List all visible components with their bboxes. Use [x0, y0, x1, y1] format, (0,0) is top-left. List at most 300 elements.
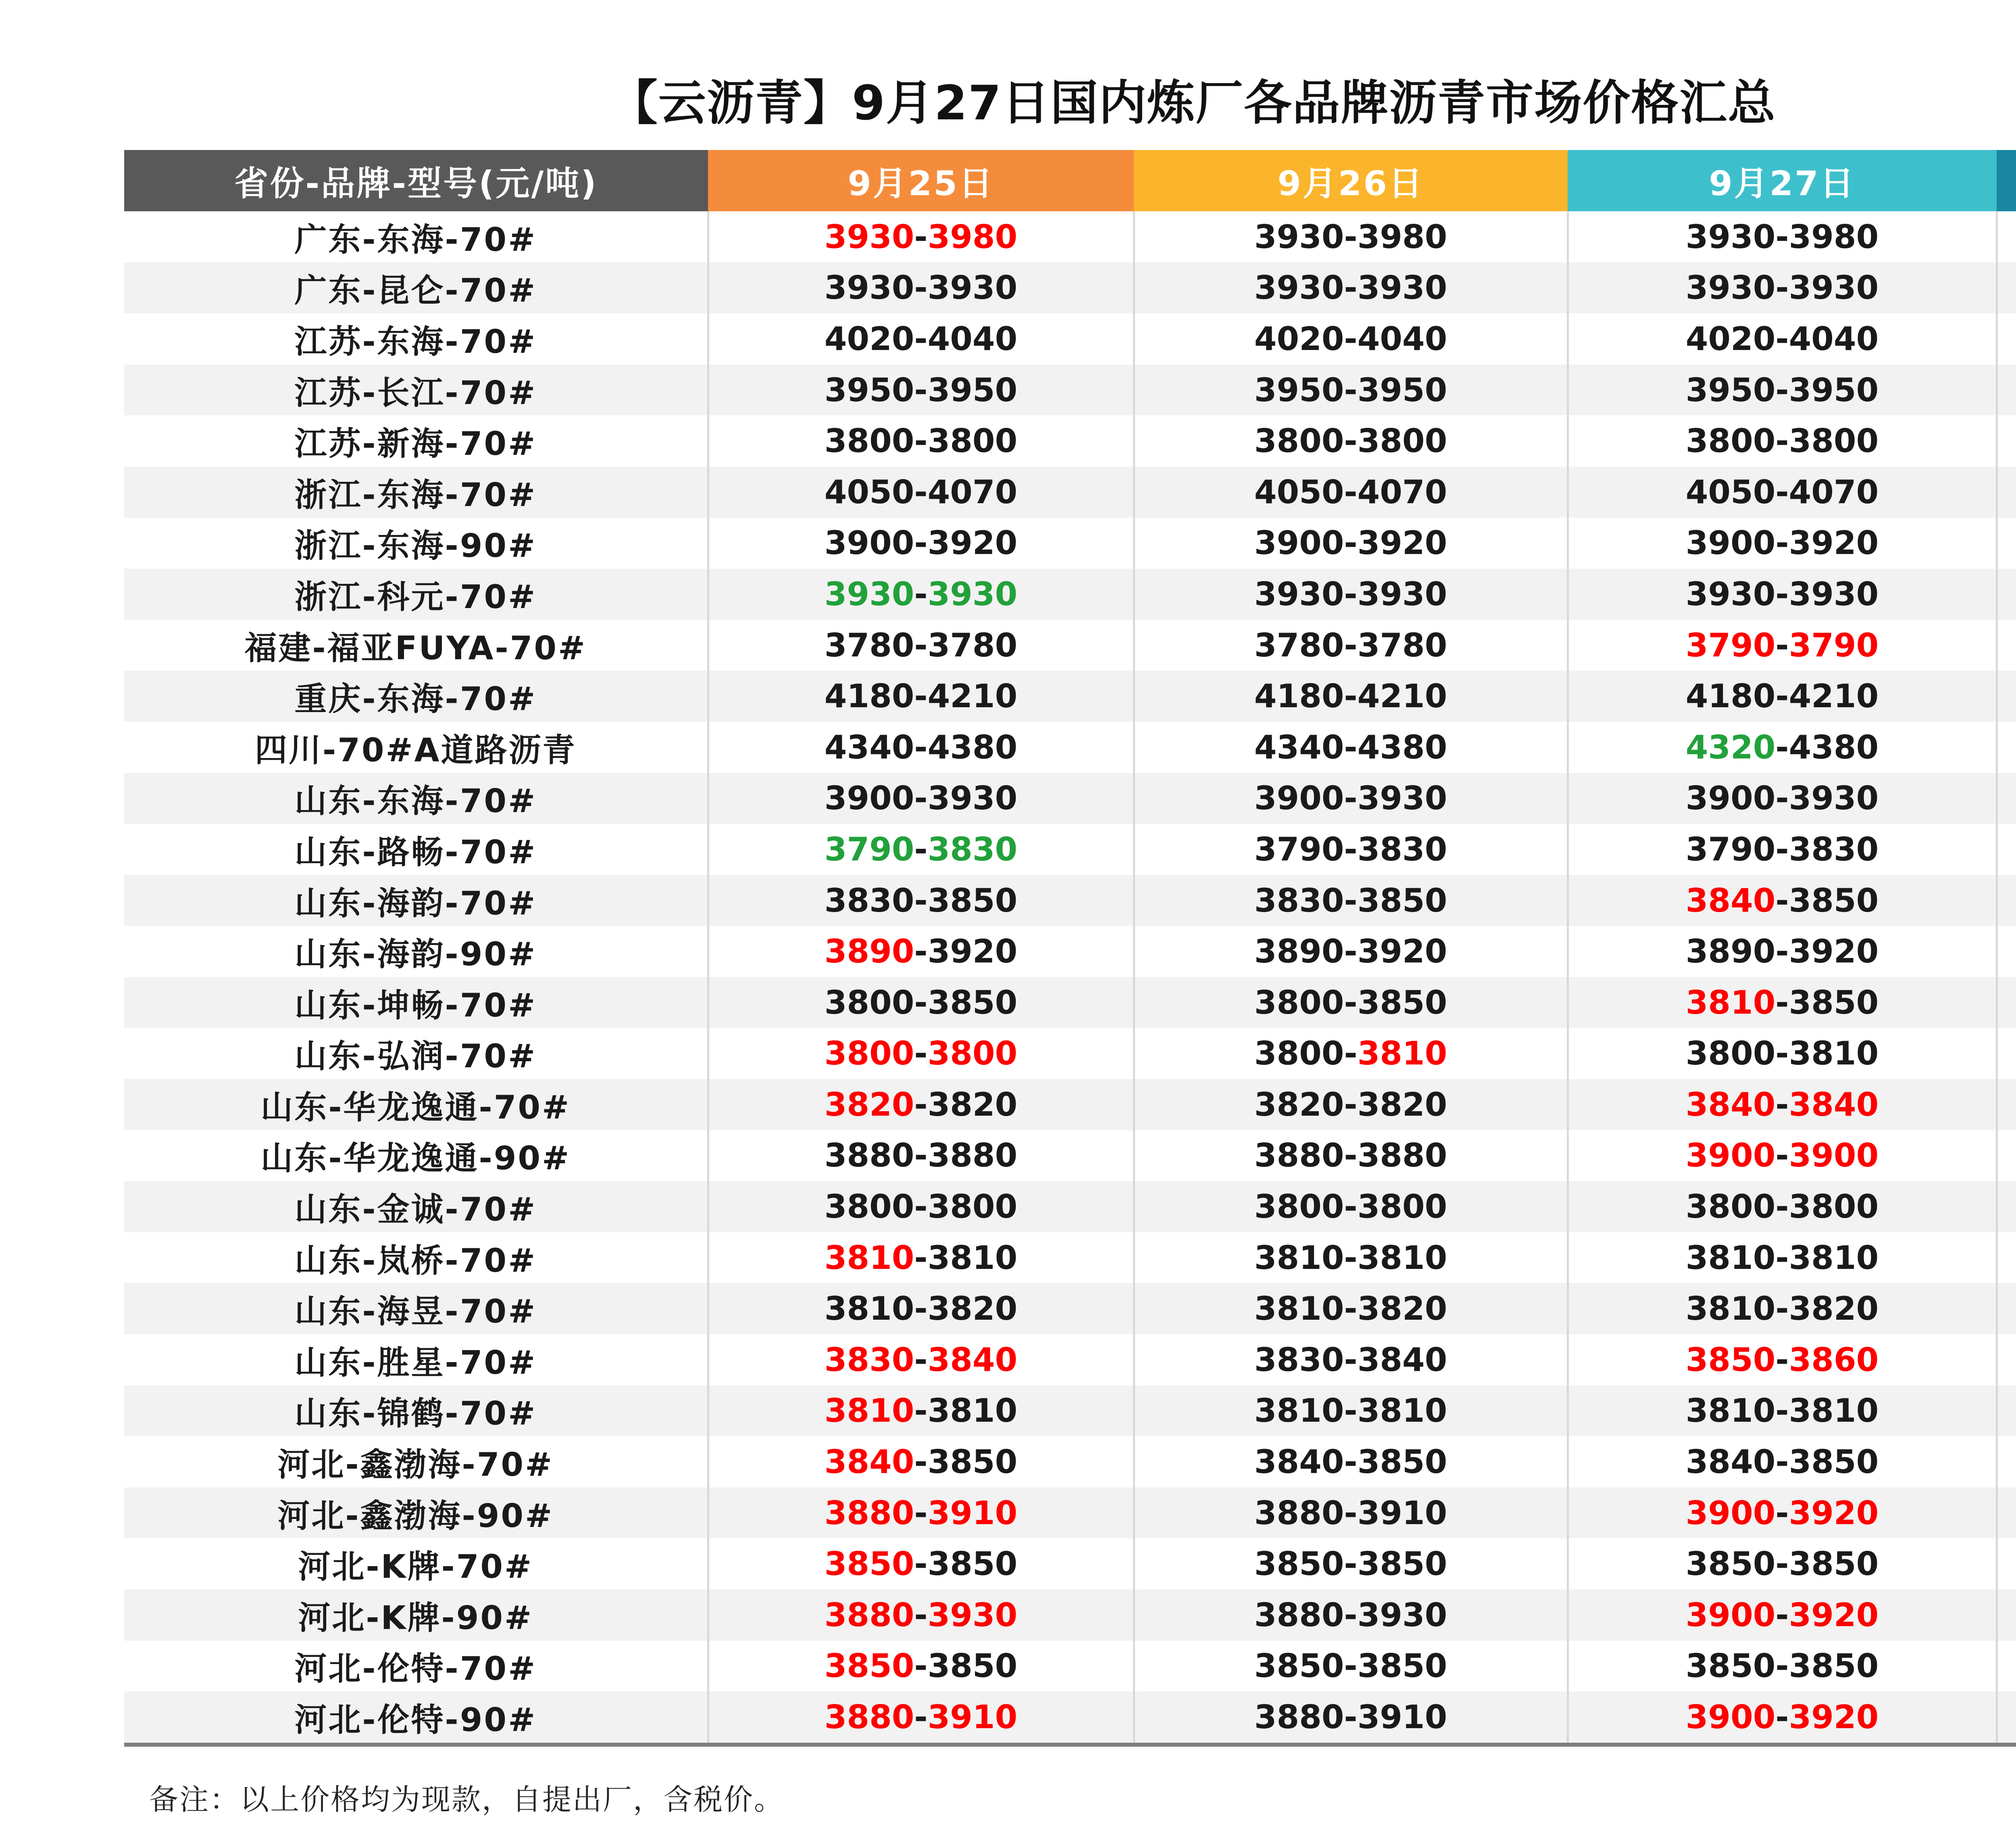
value-start: 4020: [824, 320, 914, 358]
cell-change: [1997, 1641, 2016, 1692]
value-end: 3930: [1357, 575, 1447, 613]
table-row: [124, 1436, 2016, 1487]
value-end: 3800: [927, 422, 1018, 460]
value-start: 3810: [824, 1290, 914, 1328]
value-start: 3880: [824, 1596, 914, 1634]
cell-change: [1997, 1181, 2016, 1232]
value-end: 3920: [1357, 524, 1447, 562]
value-start: 3790: [1254, 830, 1344, 868]
value-start: 4180: [824, 677, 914, 715]
value-end: 3850: [927, 1545, 1018, 1583]
value-end: 3810: [1789, 1392, 1879, 1430]
value-start: 3880: [1254, 1494, 1344, 1532]
value-end: 4210: [927, 677, 1018, 715]
value-start: 3900: [1685, 1596, 1776, 1634]
cell-change: [1997, 875, 2016, 926]
header-sep27: 9月27日: [1568, 150, 1997, 211]
value-end: 3860: [1789, 1341, 1879, 1379]
value-start: 4050: [1685, 473, 1776, 511]
value-start: 3930: [1254, 218, 1344, 256]
value-end: 3830: [1789, 830, 1879, 868]
value-start: 4020: [1254, 320, 1344, 358]
table-row: [124, 1283, 2016, 1334]
value-start: 3810: [1254, 1392, 1344, 1430]
table-row: [124, 1232, 2016, 1283]
value-start: 3850: [1685, 1545, 1776, 1583]
value-start: 3790: [1685, 626, 1776, 664]
cell-sep27: 3900-3930: [1568, 773, 1997, 824]
cell-sep26: 3820-3820: [1134, 1079, 1568, 1130]
value-end: 3920: [1789, 1596, 1879, 1634]
footnote: 备注：以上价格均为现款，自提出厂，含税价。: [149, 1783, 785, 1816]
cell-sep25: 3800-3800: [708, 415, 1134, 467]
table-row: [124, 1028, 2016, 1079]
value-start: 3840: [1685, 881, 1776, 919]
cell-change: [1997, 1385, 2016, 1437]
table-row: [124, 1641, 2016, 1692]
value-end: 3820: [927, 1085, 1018, 1123]
cell-sep26: 3800-3800: [1134, 1181, 1568, 1232]
value-start: 3820: [824, 1085, 914, 1123]
value-start: 4020: [1685, 320, 1776, 358]
value-end: 3790: [1789, 626, 1879, 664]
cell-brand: 山东-华龙逸通-90#: [260, 1139, 571, 1177]
value-start: 3800: [1254, 1035, 1344, 1073]
cell-brand: 山东-弘润-70#: [294, 1037, 537, 1075]
value-start: 3880: [1254, 1137, 1344, 1175]
value-start: 3850: [1254, 1647, 1344, 1685]
cell-sep26: 3890-3920: [1134, 926, 1568, 977]
cell-sep27: 3900-3920: [1568, 1589, 1997, 1641]
value-end: 3800: [1357, 1188, 1447, 1226]
table-row: [124, 1538, 2016, 1589]
cell-sep27: 3840-3850: [1568, 875, 1997, 926]
cell-sep26: 4020-4040: [1134, 313, 1568, 365]
value-start: 4180: [1685, 677, 1776, 715]
value-start: 3790: [824, 830, 914, 868]
value-end: 3880: [927, 1137, 1018, 1175]
table-row: [124, 824, 2016, 875]
value-end: 3920: [1789, 524, 1879, 562]
cell-change: [1997, 1589, 2016, 1641]
cell-brand: 河北-鑫渤海-90#: [124, 1487, 708, 1539]
table-row: [124, 1589, 2016, 1641]
cell-sep27: 3950-3950: [1568, 365, 1997, 416]
cell-sep27: 3790-3790: [1568, 620, 1997, 671]
value-start: 3800: [1254, 422, 1344, 460]
table-row: [124, 467, 2016, 518]
cell-sep26: 3930-3980: [1134, 211, 1568, 262]
cell-change: [1997, 1538, 2016, 1589]
value-end: 3830: [1357, 830, 1447, 868]
value-end: 3920: [927, 933, 1018, 971]
cell-change: [1997, 1028, 2016, 1079]
cell-change: [1997, 262, 2016, 314]
value-start: 3930: [824, 575, 914, 613]
value-start: 3880: [824, 1137, 914, 1175]
value-end: 4040: [1357, 320, 1447, 358]
value-end: 3810: [1357, 1392, 1447, 1430]
cell-brand: 江苏-东海-70#: [294, 323, 537, 360]
cell-sep26: 3840-3850: [1134, 1436, 1568, 1487]
value-end: 3810: [1789, 1239, 1879, 1277]
value-start: 3810: [824, 1239, 914, 1277]
cell-brand: 山东-锦鹤-70#: [124, 1385, 708, 1437]
value-start: 3840: [824, 1443, 914, 1481]
value-end: 3850: [1357, 1443, 1447, 1481]
cell-brand: 山东-海韵-70#: [124, 875, 708, 926]
table-row: [124, 415, 2016, 467]
value-end: 3850: [1789, 983, 1879, 1021]
cell-brand: 山东-岚桥-70#: [294, 1241, 537, 1279]
cell-sep27: 3900-3900: [1568, 1130, 1997, 1181]
value-start: 3950: [824, 371, 914, 409]
value-end: 3850: [1357, 1647, 1447, 1685]
table-row: [124, 1385, 2016, 1437]
value-end: 3850: [927, 1647, 1018, 1685]
value-start: 3840: [1685, 1443, 1776, 1481]
cell-brand: 山东-华龙逸通-70#: [124, 1079, 708, 1130]
cell-sep25: 3880-3880: [708, 1130, 1134, 1181]
cell-sep26: 3810-3820: [1134, 1283, 1568, 1334]
value-start: 3810: [1685, 1290, 1776, 1328]
value-end: 3850: [1357, 881, 1447, 919]
value-end: 4070: [927, 473, 1018, 511]
table-row: [124, 1181, 2016, 1232]
value-start: 3810: [1685, 983, 1776, 1021]
value-start: 3810: [1254, 1290, 1344, 1328]
value-end: 3930: [927, 575, 1018, 613]
cell-sep25: 3800-3850: [708, 977, 1134, 1028]
cell-sep26: 3900-3920: [1134, 518, 1568, 569]
cell-sep26: 3800-3810: [1134, 1028, 1568, 1079]
header-change: [1997, 150, 2016, 211]
value-end: 3820: [927, 1290, 1018, 1328]
cell-sep27: 3850-3860: [1568, 1334, 1997, 1385]
value-start: 3900: [824, 524, 914, 562]
table-row: [124, 1130, 2016, 1181]
value-end: 3850: [1789, 1647, 1879, 1685]
value-start: 3830: [824, 881, 914, 919]
cell-sep25: 3800-3800: [708, 1028, 1134, 1079]
value-start: 4050: [1254, 473, 1344, 511]
cell-change: [1997, 722, 2016, 773]
cell-sep27: 3810-3850: [1568, 977, 1997, 1028]
table-row: [124, 569, 2016, 620]
cell-sep27: 3840-3840: [1568, 1079, 1997, 1130]
cell-brand: 浙江-东海-70#: [124, 467, 708, 518]
value-end: 3930: [927, 779, 1018, 817]
value-end: 3920: [1789, 1698, 1879, 1736]
value-end: 3810: [1357, 1035, 1447, 1073]
table-row: [124, 977, 2016, 1028]
cell-sep27: 4050-4070: [1568, 467, 1997, 518]
cell-sep25: 3900-3920: [708, 518, 1134, 569]
value-end: 3820: [1357, 1085, 1447, 1123]
value-end: 4210: [1357, 677, 1447, 715]
cell-change: [1997, 620, 2016, 671]
cell-sep27: 3930-3930: [1568, 569, 1997, 620]
cell-change: [1997, 671, 2016, 722]
value-end: 3850: [927, 1443, 1018, 1481]
cell-sep26: 3880-3910: [1134, 1691, 1568, 1745]
value-end: 3930: [1789, 269, 1879, 307]
cell-sep25: 3810-3810: [708, 1385, 1134, 1437]
value-end: 3850: [1357, 983, 1447, 1021]
value-end: 3930: [1789, 575, 1879, 613]
value-start: 3780: [824, 626, 914, 664]
cell-sep25: 3950-3950: [708, 365, 1134, 416]
value-end: 3880: [1357, 1137, 1447, 1175]
value-end: 3800: [927, 1188, 1018, 1226]
value-start: 3800: [1685, 1188, 1776, 1226]
value-start: 4050: [824, 473, 914, 511]
value-start: 3790: [1685, 830, 1776, 868]
value-start: 3950: [1254, 371, 1344, 409]
value-end: 3820: [1789, 1290, 1879, 1328]
cell-brand: 山东-胜星-70#: [294, 1344, 537, 1381]
cell-sep26: 3850-3850: [1134, 1538, 1568, 1589]
value-end: 3950: [1357, 371, 1447, 409]
cell-sep27: 3900-3920: [1568, 1487, 1997, 1539]
value-start: 3830: [1254, 1341, 1344, 1379]
value-end: 3780: [1357, 626, 1447, 664]
value-end: 3800: [927, 1035, 1018, 1073]
cell-brand: 浙江-科元-70#: [124, 569, 708, 620]
cell-change: [1997, 926, 2016, 977]
cell-sep25: 3810-3810: [708, 1232, 1134, 1283]
value-start: 3900: [1685, 1137, 1776, 1175]
cell-brand: 河北-K牌-70#: [298, 1548, 533, 1586]
cell-brand: 重庆-东海-70#: [124, 671, 708, 722]
cell-sep25: 3810-3820: [708, 1283, 1134, 1334]
value-end: 3850: [1789, 881, 1879, 919]
table-row: [124, 1487, 2016, 1539]
value-end: 3840: [927, 1341, 1018, 1379]
value-start: 3800: [824, 1035, 914, 1073]
table-row: [124, 671, 2016, 722]
cell-sep27: 4020-4040: [1568, 313, 1997, 365]
cell-change: [1997, 824, 2016, 875]
table-row: [124, 722, 2016, 773]
table-row: [124, 211, 2016, 262]
value-end: 4380: [1789, 728, 1879, 766]
page-title: 【云沥青】9月27日国内炼厂各品牌沥青市场价格汇总: [610, 75, 1776, 131]
cell-change: [1997, 1691, 2016, 1745]
cell-change: [1997, 1079, 2016, 1130]
cell-sep27: 3800-3810: [1568, 1028, 1997, 1079]
value-end: 3850: [927, 983, 1018, 1021]
cell-sep26: 3800-3800: [1134, 415, 1568, 467]
value-end: 3980: [1357, 218, 1447, 256]
value-end: 3810: [927, 1239, 1018, 1277]
value-start: 3880: [1254, 1596, 1344, 1634]
cell-sep27: 3810-3820: [1568, 1283, 1997, 1334]
value-end: 3920: [927, 524, 1018, 562]
value-end: 3900: [1789, 1137, 1879, 1175]
cell-sep27: 4320-4380: [1568, 722, 1997, 773]
cell-sep26: 4050-4070: [1134, 467, 1568, 518]
table-row: [124, 1334, 2016, 1385]
value-start: 3900: [1254, 524, 1344, 562]
value-start: 3830: [824, 1341, 914, 1379]
cell-change: [1997, 977, 2016, 1028]
table-row: [124, 875, 2016, 926]
value-end: 3920: [1789, 1494, 1879, 1532]
value-start: 4320: [1685, 728, 1776, 766]
cell-sep25: 3880-3910: [708, 1691, 1134, 1745]
value-end: 4380: [1357, 728, 1447, 766]
value-end: 3910: [927, 1494, 1018, 1532]
cell-change: [1997, 1232, 2016, 1283]
cell-change: [1997, 211, 2016, 262]
value-end: 3930: [1357, 779, 1447, 817]
cell-change: [1997, 1283, 2016, 1334]
cell-sep27: 4180-4210: [1568, 671, 1997, 722]
cell-change: [1997, 773, 2016, 824]
cell-brand: 广东-东海-70#: [294, 221, 537, 258]
value-end: 3930: [1789, 779, 1879, 817]
cell-sep26: 3880-3910: [1134, 1487, 1568, 1539]
cell-sep25: 4180-4210: [708, 671, 1134, 722]
value-start: 3840: [1685, 1085, 1776, 1123]
cell-sep25: 4340-4380: [708, 722, 1134, 773]
value-start: 3890: [1685, 933, 1776, 971]
cell-sep25: 4050-4070: [708, 467, 1134, 518]
value-end: 3800: [1357, 422, 1447, 460]
cell-sep25: 3900-3930: [708, 773, 1134, 824]
asphalt-price-table: [124, 150, 2016, 1747]
value-start: 3810: [824, 1392, 914, 1430]
value-end: 3930: [927, 1596, 1018, 1634]
value-end: 4210: [1789, 677, 1879, 715]
cell-change: [1997, 518, 2016, 569]
cell-sep27: 3900-3920: [1568, 518, 1997, 569]
value-start: 3900: [1685, 524, 1776, 562]
cell-sep27: 3800-3800: [1568, 1181, 1997, 1232]
cell-sep27: 3800-3800: [1568, 415, 1997, 467]
value-end: 3810: [1789, 1035, 1879, 1073]
cell-sep26: 3830-3840: [1134, 1334, 1568, 1385]
cell-sep25: 4020-4040: [708, 313, 1134, 365]
value-start: 3930: [1685, 575, 1776, 613]
table-row: [124, 262, 2016, 314]
table-row: [124, 1079, 2016, 1130]
table-row: [124, 313, 2016, 365]
value-start: 3850: [1685, 1341, 1776, 1379]
value-end: 3910: [1357, 1494, 1447, 1532]
cell-sep25: 3880-3930: [708, 1589, 1134, 1641]
value-end: 3850: [1357, 1545, 1447, 1583]
cell-brand: 河北-K牌-90#: [124, 1589, 708, 1641]
value-start: 3880: [824, 1494, 914, 1532]
cell-brand: 山东-海韵-90#: [294, 935, 537, 973]
cell-sep25: 3820-3820: [708, 1079, 1134, 1130]
cell-sep25: 3890-3920: [708, 926, 1134, 977]
value-start: 3880: [824, 1698, 914, 1736]
value-end: 3910: [927, 1698, 1018, 1736]
table-row: [124, 365, 2016, 416]
cell-sep26: 3790-3830: [1134, 824, 1568, 875]
value-end: 4070: [1789, 473, 1879, 511]
value-end: 4040: [1789, 320, 1879, 358]
table-row: [124, 518, 2016, 569]
value-start: 3830: [1254, 881, 1344, 919]
cell-change: [1997, 313, 2016, 365]
cell-sep27: 3930-3980: [1568, 211, 1997, 262]
value-start: 3900: [1254, 779, 1344, 817]
cell-change: [1997, 1334, 2016, 1385]
cell-brand: 四川-70#A道路沥青: [255, 731, 577, 769]
cell-change: [1997, 1487, 2016, 1539]
value-start: 4180: [1254, 677, 1344, 715]
value-start: 3950: [1685, 371, 1776, 409]
value-end: 3800: [1789, 1188, 1879, 1226]
cell-brand: 河北-伦特-90#: [124, 1691, 708, 1745]
cell-sep25: 3790-3830: [708, 824, 1134, 875]
cell-sep25: 3800-3800: [708, 1181, 1134, 1232]
cell-sep26: 3810-3810: [1134, 1232, 1568, 1283]
cell-sep26: 3780-3780: [1134, 620, 1568, 671]
cell-change: [1997, 467, 2016, 518]
value-start: 3800: [1254, 1188, 1344, 1226]
value-start: 3800: [1254, 983, 1344, 1021]
cell-sep25: 3780-3780: [708, 620, 1134, 671]
value-start: 3850: [1254, 1545, 1344, 1583]
cell-brand: 山东-坤畅-70#: [124, 977, 708, 1028]
value-end: 3850: [1789, 1443, 1879, 1481]
value-end: 3950: [1789, 371, 1879, 409]
table-row: [124, 773, 2016, 824]
cell-sep26: 3950-3950: [1134, 365, 1568, 416]
value-start: 3930: [1254, 269, 1344, 307]
value-end: 3980: [1789, 218, 1879, 256]
cell-brand: 山东-海昱-70#: [124, 1283, 708, 1334]
cell-brand: 浙江-东海-90#: [294, 527, 537, 565]
table-row: [124, 926, 2016, 977]
value-end: 3850: [927, 881, 1018, 919]
value-start: 3840: [1254, 1443, 1344, 1481]
cell-sep27: 3900-3920: [1568, 1691, 1997, 1745]
value-end: 3840: [1357, 1341, 1447, 1379]
value-start: 3930: [824, 269, 914, 307]
cell-brand: 山东-东海-70#: [124, 773, 708, 824]
value-start: 3900: [824, 779, 914, 817]
cell-brand: 福建-福亚FUYA-70#: [244, 629, 587, 667]
value-start: 3820: [1254, 1085, 1344, 1123]
cell-sep26: 3880-3880: [1134, 1130, 1568, 1181]
value-end: 3910: [1357, 1698, 1447, 1736]
value-start: 3810: [1254, 1239, 1344, 1277]
cell-sep27: 3850-3850: [1568, 1538, 1997, 1589]
cell-sep25: 3850-3850: [708, 1538, 1134, 1589]
value-end: 3820: [1357, 1290, 1447, 1328]
value-start: 3800: [824, 983, 914, 1021]
value-end: 3950: [927, 371, 1018, 409]
cell-brand: 广东-昆仑-70#: [124, 262, 708, 314]
value-start: 4340: [824, 728, 914, 766]
cell-change: [1997, 415, 2016, 467]
value-start: 4340: [1254, 728, 1344, 766]
value-start: 3850: [824, 1647, 914, 1685]
header-sep26: 9月26日: [1134, 150, 1568, 211]
value-start: 3780: [1254, 626, 1344, 664]
value-end: 3780: [927, 626, 1018, 664]
table-row: [124, 620, 2016, 671]
cell-sep25: 3830-3840: [708, 1334, 1134, 1385]
value-end: 3810: [927, 1392, 1018, 1430]
value-start: 3900: [1685, 779, 1776, 817]
